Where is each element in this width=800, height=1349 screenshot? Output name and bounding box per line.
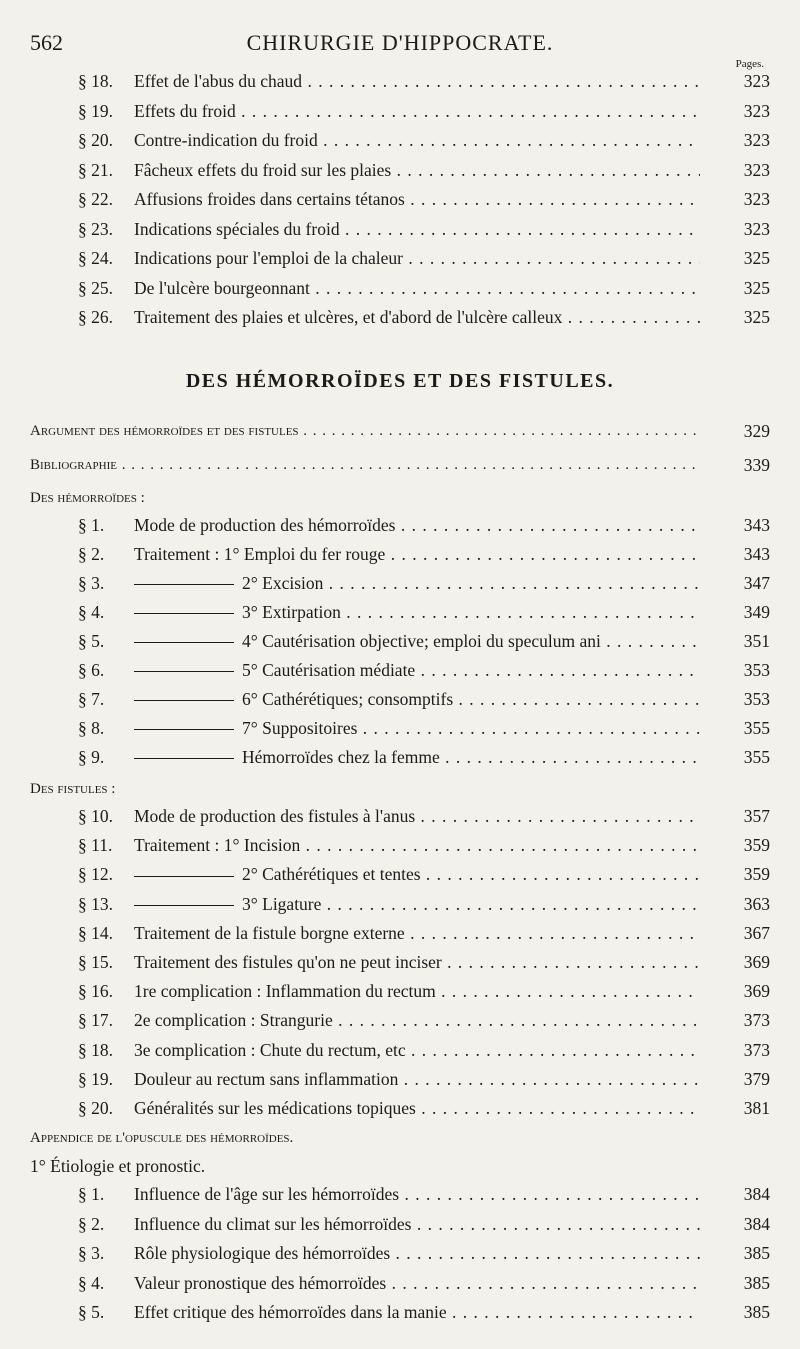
toc-entry bbox=[30, 98, 770, 124]
toc-heading bbox=[30, 1125, 770, 1151]
toc-entry bbox=[30, 127, 770, 153]
heading-text: Des fistules : bbox=[30, 781, 116, 797]
entry-title bbox=[134, 803, 700, 829]
toc-entry bbox=[30, 1181, 770, 1207]
entry-title bbox=[134, 861, 700, 887]
ditto-dash bbox=[134, 729, 234, 730]
page-reference: 323 bbox=[743, 189, 770, 209]
entry-title bbox=[134, 157, 700, 183]
toc-heading bbox=[30, 776, 770, 802]
toc-heading bbox=[30, 485, 770, 511]
section-number: § 23. bbox=[78, 218, 113, 239]
entry-title bbox=[134, 541, 700, 567]
entry-title bbox=[134, 949, 700, 975]
section-number: § 2. bbox=[78, 1213, 105, 1234]
entry-title bbox=[134, 98, 700, 124]
toc-entry bbox=[30, 1007, 770, 1033]
section-number: § 1. bbox=[78, 1184, 105, 1204]
entry-title bbox=[134, 245, 700, 271]
entry-title bbox=[134, 216, 700, 242]
section-number: § 16. bbox=[78, 981, 113, 1002]
section-number: § 8. bbox=[78, 718, 105, 738]
entry-title-text: Valeur pronostique des hémorroïdes bbox=[134, 1272, 387, 1293]
section-number: § 26. bbox=[78, 307, 113, 327]
section-number: § 18. bbox=[78, 1039, 113, 1060]
entry-title bbox=[134, 599, 700, 625]
toc-entry bbox=[30, 512, 770, 538]
toc-entry bbox=[30, 715, 770, 741]
entry-title bbox=[134, 1095, 700, 1121]
ditto-dash bbox=[134, 613, 234, 614]
section-number: § 17. bbox=[78, 1010, 113, 1031]
page-reference: 369 bbox=[743, 952, 770, 972]
section-title: DES HÉMORROÏDES ET DES FISTULES. bbox=[185, 370, 615, 392]
toc-entry bbox=[30, 570, 770, 596]
toc-entry bbox=[30, 1095, 770, 1121]
entry-title-text: Fâcheux effets du froid sur les plaies bbox=[134, 159, 392, 180]
entry-title-text: Mode de production des fistules à l'anus bbox=[134, 806, 416, 826]
section-number: § 6. bbox=[78, 660, 105, 680]
entry-title bbox=[134, 628, 700, 654]
page-reference: 379 bbox=[743, 1068, 770, 1089]
toc-entry bbox=[30, 803, 770, 829]
toc-entry bbox=[30, 1299, 770, 1325]
entry-title-text: Affusions froides dans certains tétanos bbox=[134, 189, 405, 209]
toc-entry bbox=[30, 657, 770, 683]
entry-title-text: Indications pour l'emploi de la chaleur bbox=[134, 248, 403, 268]
toc-entry bbox=[30, 686, 770, 712]
page-reference: 323 bbox=[743, 71, 770, 91]
page-reference: 385 bbox=[743, 1302, 770, 1322]
entry-title-text: Traitement des fistules qu'on ne peut inciser bbox=[134, 952, 442, 972]
entry-title bbox=[134, 1181, 700, 1207]
page-reference: 355 bbox=[743, 718, 770, 738]
entry-title-text: 3° Extirpation bbox=[242, 602, 341, 622]
page-reference: 325 bbox=[743, 307, 770, 327]
entry-title bbox=[134, 127, 700, 153]
entry-title-text: Traitement de la fistule borgne externe bbox=[134, 922, 405, 943]
page-header bbox=[30, 30, 770, 60]
entry-title bbox=[134, 1007, 700, 1033]
page-reference: 353 bbox=[743, 689, 770, 709]
ditto-dash bbox=[134, 905, 234, 906]
section-number: § 19. bbox=[78, 1068, 113, 1089]
toc-entry bbox=[30, 628, 770, 654]
entry-title-text: 5° Cautérisation médiate bbox=[242, 660, 416, 680]
page-reference: 363 bbox=[743, 893, 770, 914]
toc-heading bbox=[30, 418, 770, 444]
heading-text: Bibliographie . . . bbox=[30, 452, 700, 478]
page-reference: 355 bbox=[743, 747, 770, 767]
page-reference: 385 bbox=[743, 1272, 770, 1293]
page-reference: 323 bbox=[743, 130, 770, 150]
entry-title bbox=[134, 68, 700, 94]
toc-entry bbox=[30, 744, 770, 770]
entry-title bbox=[134, 891, 700, 917]
entry-title-text: Effet de l'abus du chaud bbox=[134, 71, 303, 91]
section-number: § 1. bbox=[78, 515, 105, 535]
section-number: § 3. bbox=[78, 1243, 105, 1263]
section-number: § 13. bbox=[78, 893, 113, 914]
page-number: 562 bbox=[30, 30, 63, 55]
section-number: § 9. bbox=[78, 747, 105, 767]
section-number: § 20. bbox=[78, 130, 113, 150]
toc-entry bbox=[30, 1037, 770, 1063]
entry-title-text: Indications spéciales du froid bbox=[134, 218, 340, 239]
page-reference: 343 bbox=[743, 544, 770, 564]
section-number: § 14. bbox=[78, 922, 113, 943]
entry-title bbox=[134, 512, 700, 538]
entry-title bbox=[134, 186, 700, 212]
toc-entry bbox=[30, 1270, 770, 1296]
ditto-dash bbox=[134, 584, 234, 585]
ditto-dash bbox=[134, 700, 234, 701]
toc-entry bbox=[30, 1211, 770, 1237]
entry-title-text: Mode de production des hémorroïdes bbox=[134, 515, 396, 535]
entry-title bbox=[134, 1270, 700, 1296]
section-number: § 15. bbox=[78, 952, 113, 972]
heading-text: Argument des hémorroïdes et des fistules . . . bbox=[30, 418, 700, 444]
entry-title-text: 7° Suppositoires bbox=[242, 718, 358, 738]
entry-title-text: Traitement : 1° Emploi du fer rouge bbox=[134, 544, 386, 564]
entry-title bbox=[134, 978, 700, 1004]
ditto-dash bbox=[134, 758, 234, 759]
entry-title-text: Rôle physiologique des hémorroïdes bbox=[134, 1243, 391, 1263]
entry-title-text: Influence de l'âge sur les hémorroïdes bbox=[134, 1184, 400, 1204]
entry-title bbox=[134, 657, 700, 683]
entry-title-text: 3° Ligature bbox=[242, 893, 322, 914]
entry-title-text: Généralités sur les médications topiques bbox=[134, 1098, 416, 1118]
toc-entry bbox=[30, 861, 770, 887]
toc-entry bbox=[30, 245, 770, 271]
section-number: § 22. bbox=[78, 189, 113, 209]
section-number: § 10. bbox=[78, 806, 113, 826]
toc-entry bbox=[30, 275, 770, 301]
entry-title-text: Traitement des plaies et ulcères, et d'abord de l'ulcère calleux bbox=[134, 307, 563, 327]
section-number: § 18. bbox=[78, 71, 113, 91]
toc-entry bbox=[30, 832, 770, 858]
toc-entry bbox=[30, 186, 770, 212]
section-number: § 12. bbox=[78, 864, 113, 885]
page-reference: 353 bbox=[743, 660, 770, 680]
toc-entry bbox=[30, 920, 770, 946]
entry-title bbox=[134, 1240, 700, 1266]
toc-entry bbox=[30, 304, 770, 330]
entry-title-text: Effets du froid bbox=[134, 100, 236, 121]
toc-entry bbox=[30, 68, 770, 94]
toc-entry bbox=[30, 1066, 770, 1092]
page-reference: 357 bbox=[743, 806, 770, 826]
page-reference: 349 bbox=[743, 602, 770, 622]
toc-entry bbox=[30, 541, 770, 567]
entry-title bbox=[134, 1211, 700, 1237]
entry-title bbox=[134, 1066, 700, 1092]
entry-title bbox=[134, 1299, 700, 1325]
entry-title-text: Influence du climat sur les hémorroïdes bbox=[134, 1213, 412, 1234]
page-reference: 325 bbox=[743, 277, 770, 298]
page-reference: 325 bbox=[743, 248, 770, 268]
page-reference: 367 bbox=[743, 922, 770, 943]
ditto-dash bbox=[134, 876, 234, 877]
running-title: CHIRURGIE D'HIPPOCRATE. bbox=[246, 30, 554, 55]
entry-title bbox=[134, 920, 700, 946]
heading-text: Appendice de l'opuscule des hémorroïdes. bbox=[30, 1130, 294, 1146]
toc-entry bbox=[30, 1240, 770, 1266]
section-number: § 20. bbox=[78, 1098, 113, 1118]
entry-title-text: 4° Cautérisation objective; emploi du speculum ani bbox=[242, 631, 601, 651]
page-reference: 351 bbox=[743, 631, 770, 651]
toc-entry bbox=[30, 949, 770, 975]
section-number: § 7. bbox=[78, 689, 105, 709]
page-reference: 369 bbox=[743, 981, 770, 1002]
entry-title-text: 2e complication : Strangurie bbox=[134, 1010, 333, 1031]
entry-title-text: 3e complication : Chute du rectum, etc bbox=[134, 1039, 406, 1060]
toc-entry bbox=[30, 978, 770, 1004]
entry-title bbox=[134, 832, 700, 858]
entry-title-text: Hémorroïdes chez la femme bbox=[242, 747, 440, 767]
heading-text: 1° Étiologie et pronostic. bbox=[30, 1156, 206, 1176]
entry-title bbox=[134, 744, 700, 770]
pages-column-label: Pages. bbox=[735, 58, 764, 70]
entry-title-text: Traitement : 1° Incision bbox=[134, 835, 301, 856]
page-reference: 384 bbox=[743, 1184, 770, 1204]
toc-entry bbox=[30, 891, 770, 917]
entry-title-text: 2° Cathérétiques et tentes bbox=[242, 864, 421, 885]
ditto-dash bbox=[134, 671, 234, 672]
entry-title-text: Douleur au rectum sans inflammation bbox=[134, 1068, 399, 1089]
toc-heading bbox=[30, 1153, 770, 1179]
entry-title bbox=[134, 1037, 700, 1063]
section-number: § 2. bbox=[78, 544, 105, 564]
entry-title bbox=[134, 570, 700, 596]
entry-title-text: De l'ulcère bourgeonnant bbox=[134, 277, 310, 298]
section-number: § 5. bbox=[78, 1302, 105, 1322]
section-number: § 19. bbox=[78, 100, 113, 121]
section-number: § 5. bbox=[78, 631, 105, 651]
entry-title-text: Contre-indication du froid bbox=[134, 130, 318, 150]
entry-title-text: 6° Cathérétiques; consomptifs bbox=[242, 689, 454, 709]
toc-entry bbox=[30, 157, 770, 183]
entry-title bbox=[134, 686, 700, 712]
section-number: § 4. bbox=[78, 1272, 105, 1293]
page-reference: 329 bbox=[743, 421, 770, 441]
entry-title-text: Effet critique des hémorroïdes dans la manie bbox=[134, 1302, 447, 1322]
page-reference: 385 bbox=[743, 1243, 770, 1263]
page-reference: 384 bbox=[743, 1213, 770, 1234]
page-reference: 373 bbox=[743, 1039, 770, 1060]
page-reference: 339 bbox=[743, 455, 770, 475]
page-reference: 381 bbox=[743, 1098, 770, 1118]
section-number: § 11. bbox=[78, 835, 113, 856]
page-reference: 323 bbox=[743, 100, 770, 121]
heading-text: Des hémorroïdes : bbox=[30, 490, 145, 506]
section-number: § 4. bbox=[78, 602, 105, 622]
page-reference: 359 bbox=[743, 835, 770, 856]
entry-title bbox=[134, 304, 700, 330]
page-reference: 323 bbox=[743, 159, 770, 180]
section-number: § 25. bbox=[78, 277, 113, 298]
section-number: § 3. bbox=[78, 573, 105, 593]
section-number: § 24. bbox=[78, 248, 113, 268]
page-reference: 373 bbox=[743, 1010, 770, 1031]
entry-title bbox=[134, 715, 700, 741]
toc-heading bbox=[30, 452, 770, 478]
page-reference: 347 bbox=[743, 573, 770, 593]
entry-title bbox=[134, 275, 700, 301]
entry-title-text: 2° Excision bbox=[242, 573, 324, 593]
section-number: § 21. bbox=[78, 159, 113, 180]
entry-title-text: 1re complication : Inflammation du rectum bbox=[134, 981, 436, 1002]
toc-entry bbox=[30, 599, 770, 625]
ditto-dash bbox=[134, 642, 234, 643]
page-reference: 359 bbox=[743, 864, 770, 885]
toc-entry bbox=[30, 216, 770, 242]
page-reference: 343 bbox=[743, 515, 770, 535]
page-reference: 323 bbox=[743, 218, 770, 239]
